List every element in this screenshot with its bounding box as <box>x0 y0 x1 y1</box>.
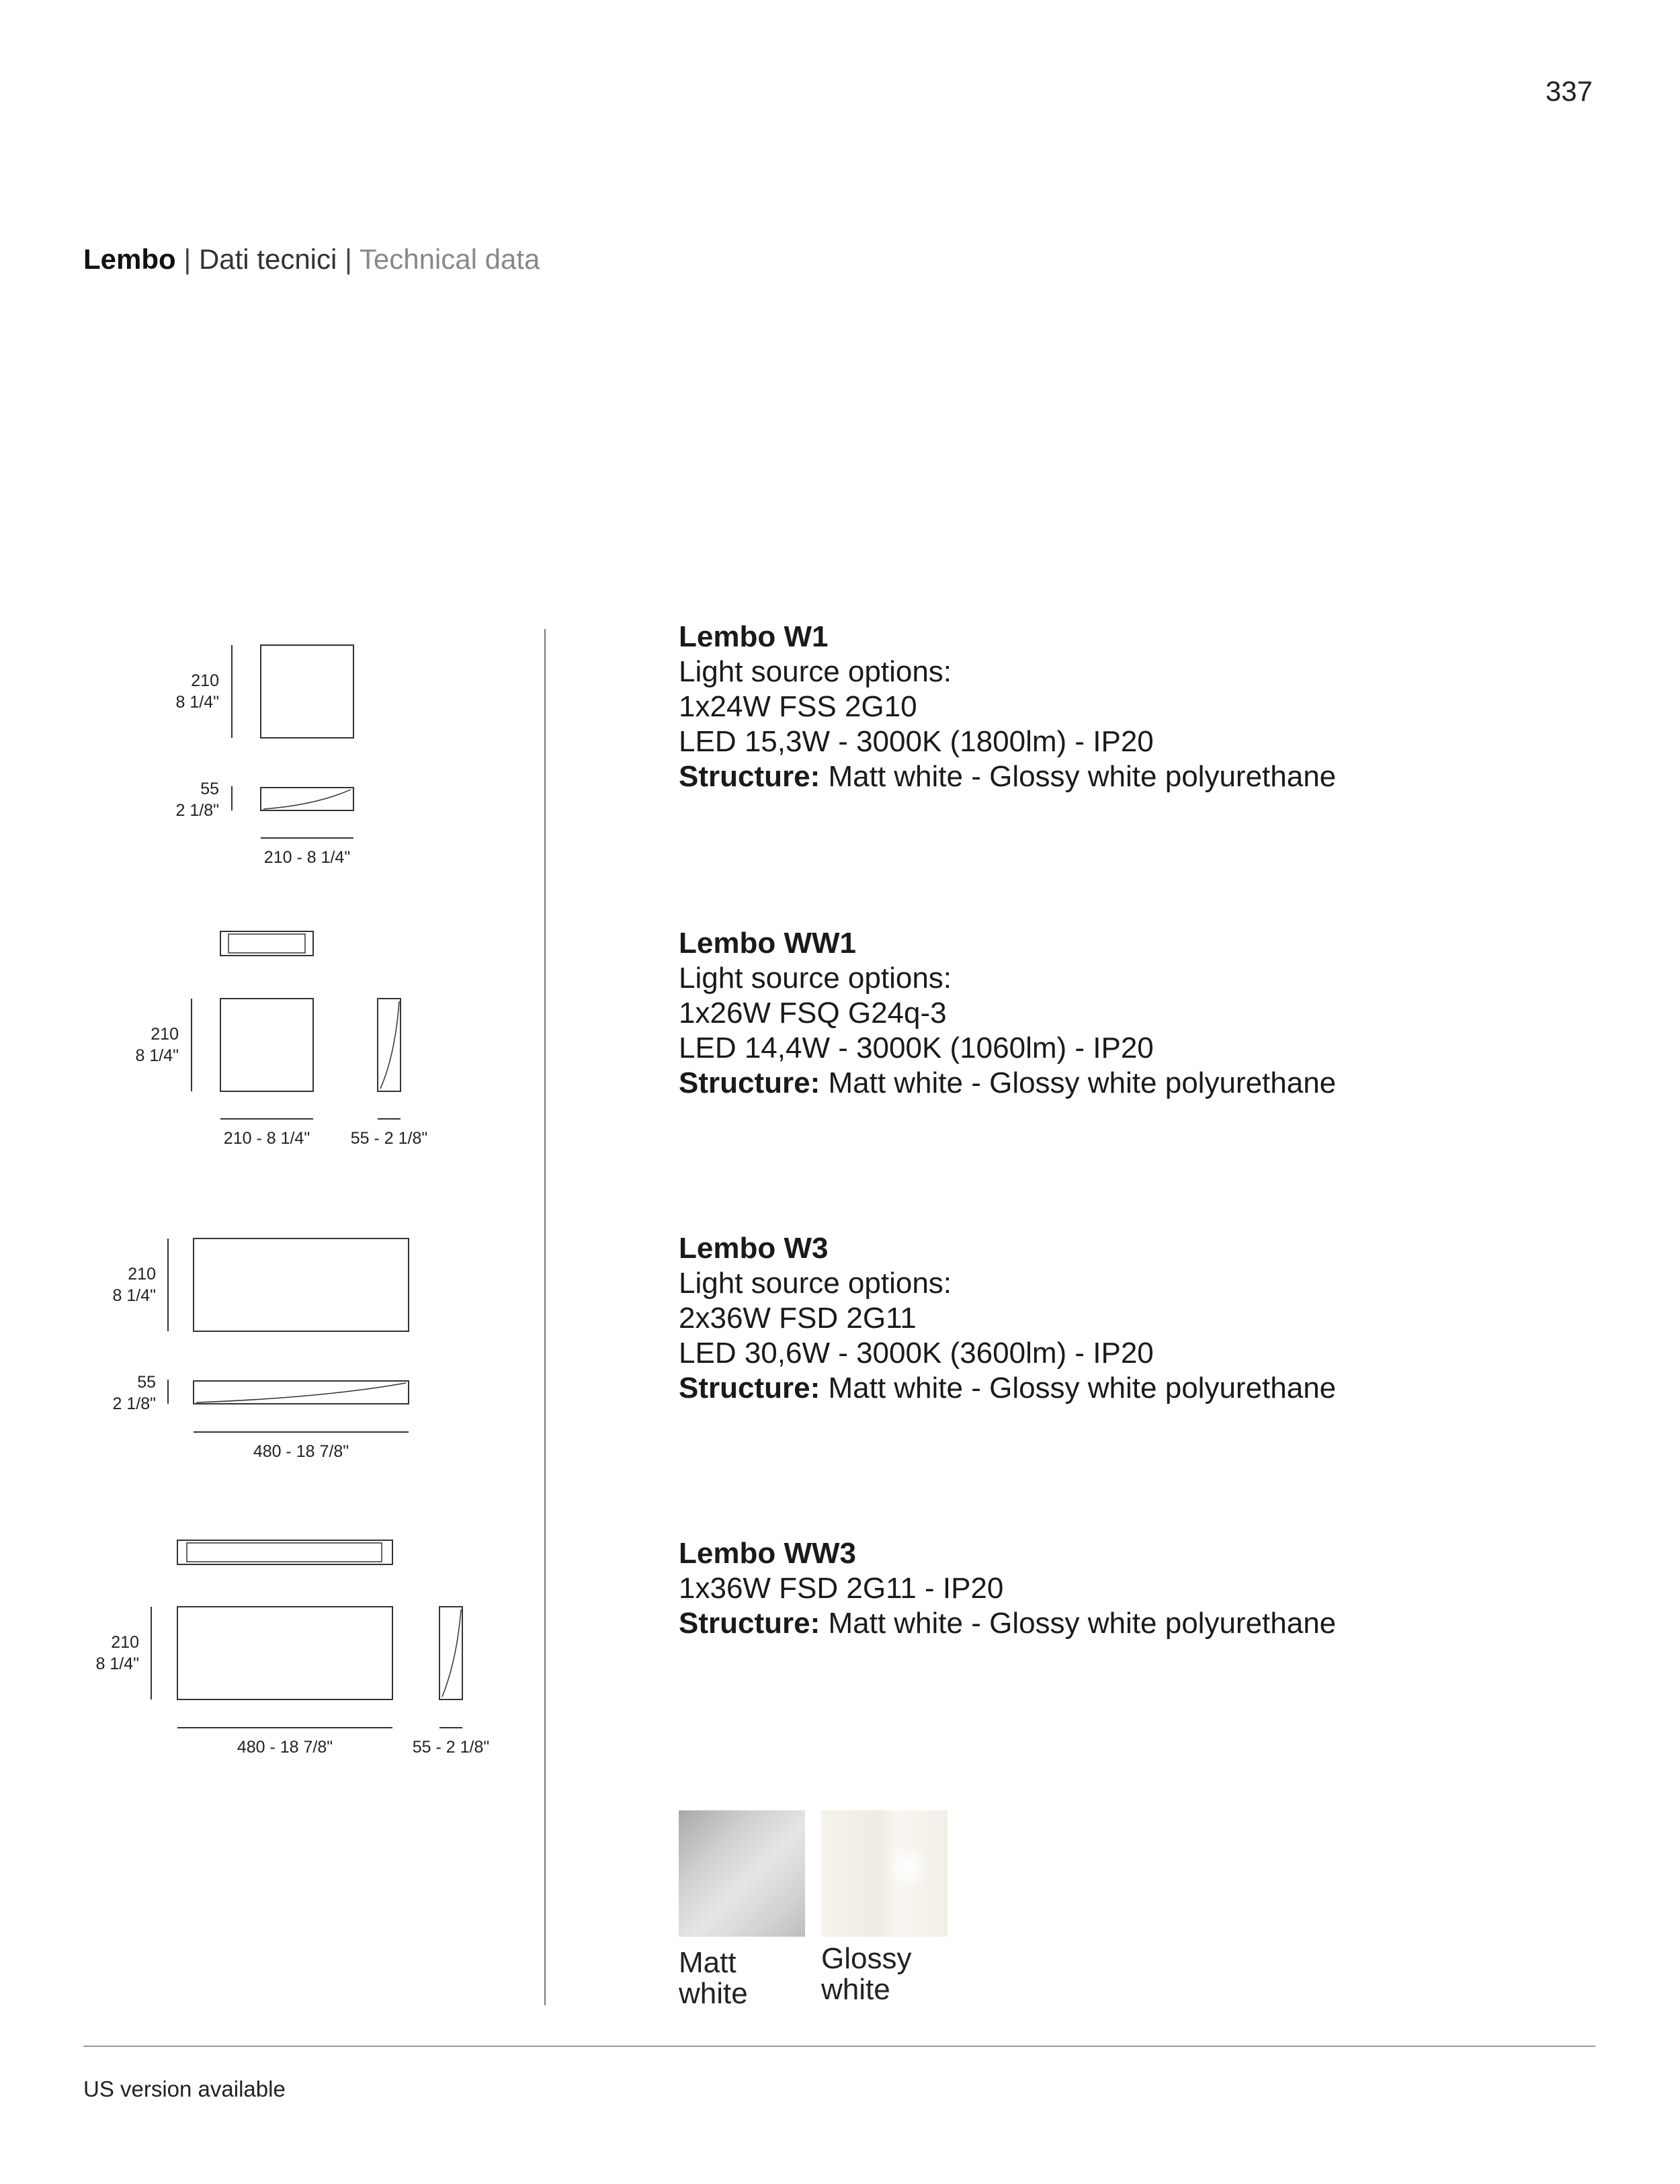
product-w1 <box>679 620 1552 794</box>
w1-depth-mm: 55 <box>200 780 219 798</box>
title-separator: | <box>183 243 192 275</box>
w1-side-view <box>261 788 353 810</box>
product-line: LED 14,4W - 3000K (1060lm) - IP20 <box>679 1032 1154 1064</box>
structure-value: Matt white - Glossy white polyurethane <box>820 1607 1337 1640</box>
product-structure <box>679 759 1552 794</box>
product-line: Light source options: <box>679 655 952 688</box>
title-english: Technical data <box>359 243 540 275</box>
ww1-height-in: 8 1/4" <box>135 1046 179 1065</box>
w1-width-label: 210 - 8 1/4" <box>263 848 351 867</box>
footer-divider <box>83 2046 1595 2047</box>
title-product: Lembo <box>83 243 176 275</box>
title-separator: | <box>345 243 352 275</box>
glossy-white-swatch <box>821 1810 948 1937</box>
ww1-depth-label: 55 - 2 1/8" <box>350 1129 428 1148</box>
structure-label: Structure: <box>679 1607 821 1640</box>
product-line: Light source options: <box>679 1267 952 1300</box>
w3-depth-mm: 55 <box>137 1373 156 1392</box>
product-line: Light source options: <box>679 962 952 995</box>
structure-value: Matt white - Glossy white polyurethane <box>820 760 1337 793</box>
ww1-top-inner <box>228 934 305 953</box>
w3-side-curve <box>196 1383 406 1402</box>
title-italian: Dati tecnici <box>198 243 337 275</box>
product-structure <box>679 1371 1552 1406</box>
finish-label-line: Glossy <box>821 1942 912 1975</box>
product-w3 <box>679 1231 1552 1406</box>
product-structure <box>679 1606 1552 1641</box>
matt-white-label <box>679 1947 813 2009</box>
structure-label: Structure: <box>679 1066 821 1099</box>
ww3-top-inner <box>187 1543 382 1562</box>
ww3-depth-label: 55 - 2 1/8" <box>412 1738 490 1757</box>
finish-label-line: white <box>821 1973 890 2006</box>
product-line: 1x26W FSQ G24q-3 <box>679 997 947 1030</box>
vertical-divider <box>544 629 546 2005</box>
glossy-white-label <box>821 1943 956 2005</box>
finish-label-line: white <box>679 1977 748 2010</box>
structure-label: Structure: <box>679 1372 821 1404</box>
product-ww3 <box>679 1536 1552 1641</box>
product-name: Lembo WW3 <box>679 1537 856 1570</box>
product-line: 1x36W FSD 2G11 - IP20 <box>679 1572 1004 1605</box>
ww3-width-label: 480 - 18 7/8" <box>237 1738 333 1757</box>
w1-height-in: 8 1/4" <box>175 693 219 712</box>
w1-side-curve <box>263 790 351 809</box>
product-line: 2x36W FSD 2G11 <box>679 1302 917 1335</box>
structure-value: Matt white - Glossy white polyurethane <box>820 1066 1337 1099</box>
product-line: 1x24W FSS 2G10 <box>679 690 917 723</box>
ww3-side-curve <box>442 1609 461 1697</box>
ww1-front-view <box>220 999 313 1091</box>
page-number: 337 <box>1545 75 1593 107</box>
product-line: LED 15,3W - 3000K (1800lm) - IP20 <box>679 725 1154 758</box>
ww3-height-mm: 210 <box>111 1633 139 1652</box>
ww3-height-in: 8 1/4" <box>95 1654 139 1673</box>
w3-front-view <box>194 1238 409 1331</box>
structure-value: Matt white - Glossy white polyurethane <box>820 1372 1337 1404</box>
product-name: Lembo W3 <box>679 1232 829 1265</box>
ww3-front-view <box>177 1607 392 1699</box>
product-line: LED 30,6W - 3000K (3600lm) - IP20 <box>679 1337 1154 1370</box>
w3-side-view <box>194 1381 409 1404</box>
product-name: Lembo WW1 <box>679 927 856 960</box>
ww1-side-view <box>378 999 401 1091</box>
w1-front-view <box>261 645 353 738</box>
w3-depth-in: 2 1/8" <box>112 1394 156 1413</box>
product-structure <box>679 1066 1552 1101</box>
w1-depth-in: 2 1/8" <box>175 801 219 820</box>
product-ww1 <box>679 926 1552 1101</box>
structure-label: Structure: <box>679 760 821 793</box>
product-name: Lembo W1 <box>679 620 829 653</box>
ww3-side-view <box>439 1607 462 1699</box>
finish-label-line: Matt <box>679 1946 737 1979</box>
w3-height-in: 8 1/4" <box>112 1286 156 1305</box>
ww1-top-view <box>220 931 313 956</box>
ww1-height-mm: 210 <box>151 1025 179 1044</box>
footer-note: US version available <box>83 2076 286 2101</box>
technical-drawings <box>0 0 538 1814</box>
matt-white-swatch <box>679 1810 805 1937</box>
ww1-side-curve <box>380 1001 399 1089</box>
w1-height-mm: 210 <box>191 671 219 690</box>
ww3-top-view <box>177 1540 392 1564</box>
w3-height-mm: 210 <box>128 1265 156 1284</box>
w3-width-label: 480 - 18 7/8" <box>253 1442 349 1461</box>
ww1-width-label: 210 - 8 1/4" <box>223 1129 310 1148</box>
